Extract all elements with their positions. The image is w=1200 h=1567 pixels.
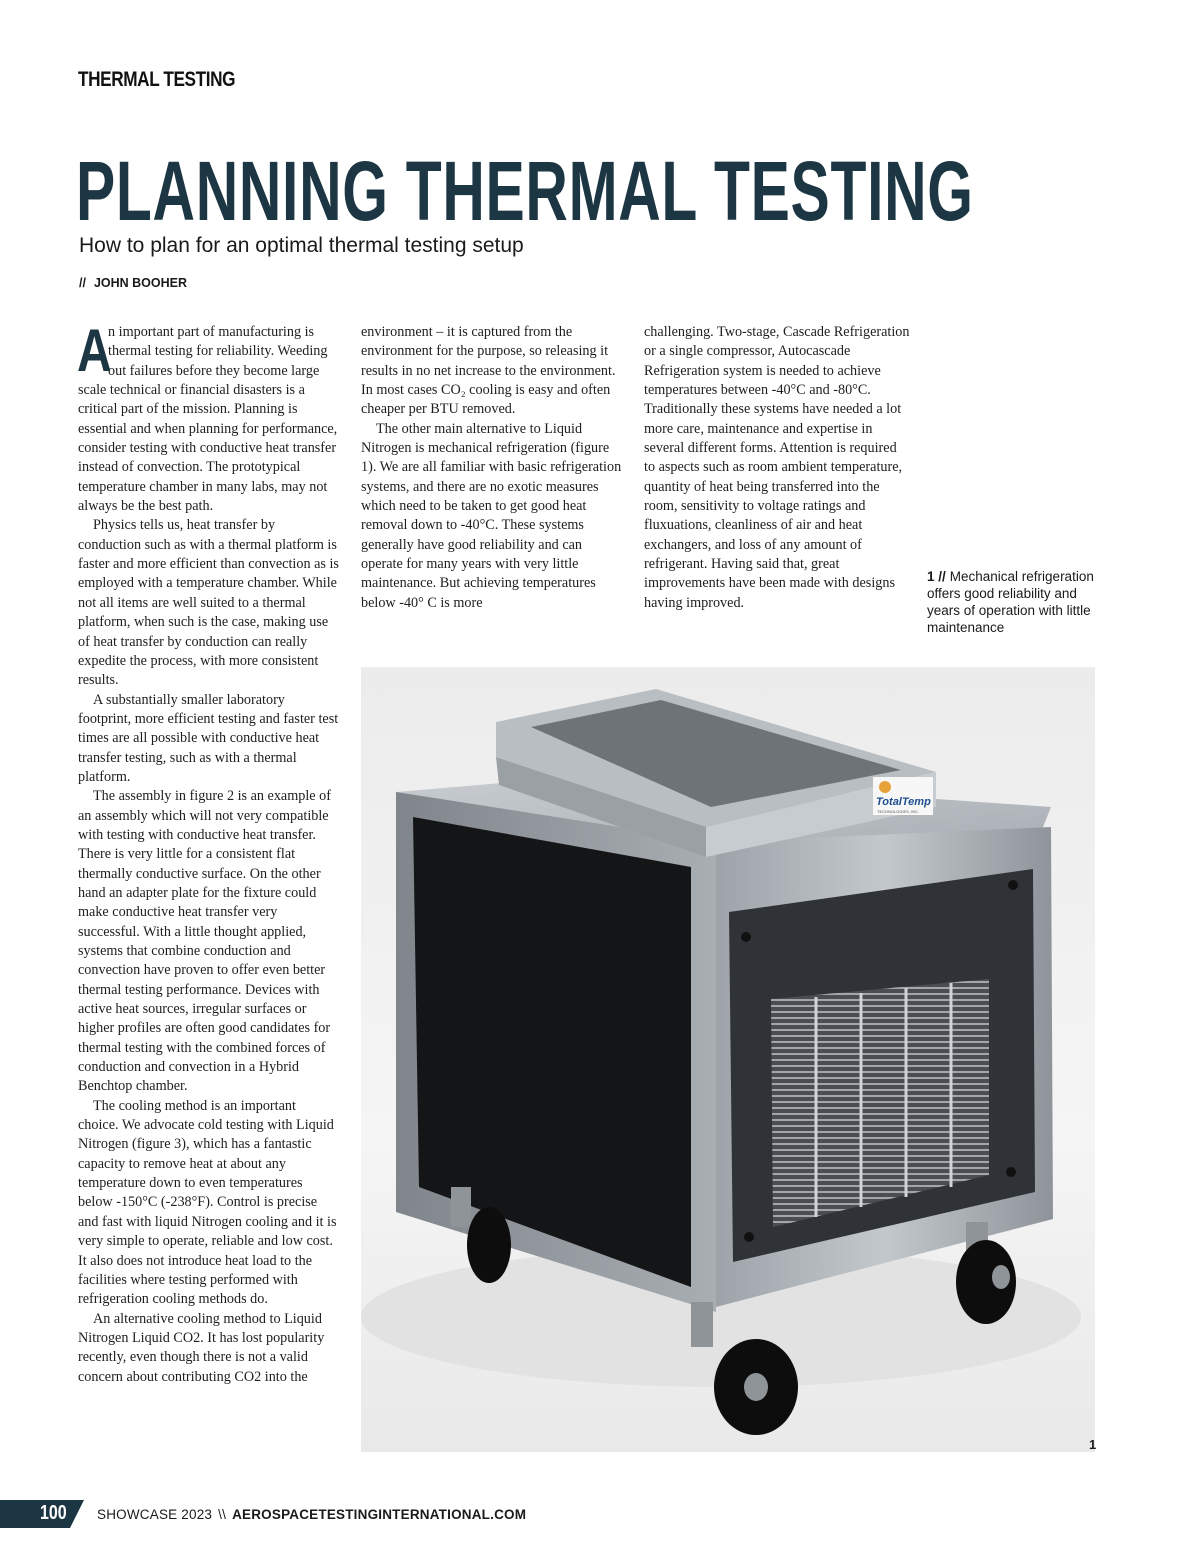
- paragraph: environment – it is captured from the environment for the purpose, so releasing it results in no net increase to the environment. In most cases CO₂ cooling is easy and often cheaper per BTU removed.: [361, 324, 616, 418]
- article-column-2: [361, 323, 627, 613]
- issue-label: SHOWCASE 2023: [97, 1507, 213, 1522]
- article-column-1: [77, 317, 340, 1387]
- paragraph: The cooling method is an important choice. We advocate cold testing with Liquid Nitrogen (figure 3), which has a fantastic capacity to remove heat at about any temperature down to even temperatures below -150°C (-238°F). Control is precise and fast with liquid Nitrogen cooling and it is very simple to operate, reliable and low cost. It also does not introduce heat load to the facilities where testing performed with refrigeration cooling methods do.: [78, 1097, 337, 1308]
- paragraph: An alternative cooling method to Liquid Nitrogen Liquid CO2. It has lost popularity recently, even though there is not a valid concern about contributing CO2 into the: [78, 1310, 325, 1385]
- logo-subtext: TECHNOLOGIES, INC.: [877, 809, 920, 814]
- paragraph: A substantially smaller laboratory footprint, more efficient testing and faster test times are all possible with conductive heat transfer testing, such as with a thermal platform.: [78, 691, 339, 785]
- page-number-tab-tip: [70, 1500, 84, 1528]
- paragraph-text: n important part of manufacturing is thermal testing for reliability. Weeding out failures before they become large scale technical or financial disasters is a critical part of the mission. Planning is essential and when planning for performance, consider testing with conductive heat transfer instead of convection. The prototypical temperature chamber in many labs, may not always be the best path.: [78, 324, 338, 515]
- paragraph: [77, 317, 340, 516]
- refrigeration-unit-illustration: [361, 667, 1095, 1452]
- paragraph: Physics tells us, heat transfer by conduction such as with a thermal platform is faster and more efficient than convection as is employed with a temperature chamber. While not all items are well suited to a thermal platform, when such is the case, making use of heat transfer by conduction can really expedite the process, with more consistent results.: [78, 517, 339, 689]
- caption-text: Mechanical refrigeration offers good reliability and years of operation with little maintenance: [927, 569, 1094, 635]
- paragraph: The assembly in figure 2 is an example of an assembly which will not very compatible with testing with conductive heat transfer. There is very little for a consistent flat thermally conductive surface. On the other hand an adapter plate for the fixture could make conductive heat transfer very successful. With a little thought applied, systems that combine conduction and convection have proven to offer even better thermal testing performance. Devices with active heat sources, irregular surfaces or higher profiles are often good candidates for thermal testing with the combined forces of conduction and convection in a Hybrid Benchtop chamber.: [78, 788, 331, 1095]
- standfirst: How to plan for an optimal thermal testing setup: [79, 234, 524, 257]
- article-column-3: [644, 323, 910, 613]
- website-link[interactable]: AEROSPACETESTINGINTERNATIONAL.COM: [232, 1507, 527, 1522]
- caption-number: 1 //: [927, 569, 946, 584]
- footer-separator: \\: [218, 1507, 227, 1522]
- paragraph: challenging. Two-stage, Cascade Refrigeration or a single compressor, Autocascade Refrigeration system is needed to achieve temperatures between -40°C and -80°C. Traditionally these systems have needed a lot more care, maintenance and expertise in several different forms. Attention is required to aspects such as room ambient temperature, quantity of heat being transferred into the room, sensitivity to voltage ratings and fluxuations, cleanliness of air and heat exchangers, and loss of any amount of refrigerant. Having said that, great improvements have been made with designs having improved.: [644, 324, 910, 611]
- logo-text: TotalTemp: [876, 796, 931, 808]
- section-label: THERMAL TESTING: [78, 68, 236, 91]
- footer-text: [97, 1507, 526, 1522]
- refrigeration-unit-photo: [361, 667, 1095, 1452]
- page-number: 100: [40, 1502, 67, 1524]
- author-name: JOHN BOOHER: [93, 276, 188, 290]
- figure-caption: [927, 568, 1112, 636]
- page-footer: [0, 1500, 1200, 1528]
- byline-slashes: //: [79, 276, 86, 290]
- drop-cap: A: [77, 317, 112, 384]
- headline: PLANNING THERMAL TESTING: [76, 144, 974, 238]
- figure-number: 1: [1089, 1437, 1097, 1452]
- paragraph: The other main alternative to Liquid Nitrogen is mechanical refrigeration (figure 1). We are all familiar with basic refrigeration systems, and there are no exotic measures which need to be taken to get good heat removal down to -40°C. These systems generally have good reliability and can operate for many years with very little maintenance. But achieving temperatures below -40° C is more: [361, 420, 622, 611]
- byline: [79, 276, 187, 290]
